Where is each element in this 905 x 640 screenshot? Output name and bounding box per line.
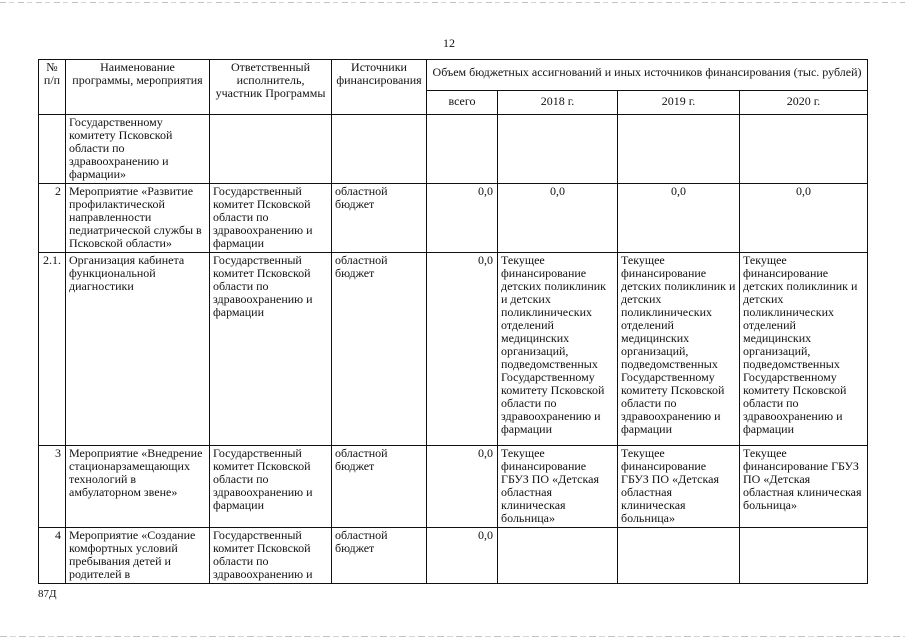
header-num: № п/п	[39, 60, 66, 115]
row-name: Государственному комитету Псковской области по здравоохранению и фармации»	[66, 115, 210, 184]
header-2020: 2020 г.	[740, 91, 868, 115]
row-2018	[498, 528, 618, 584]
header-2019: 2019 г.	[618, 91, 740, 115]
table-row	[39, 184, 868, 253]
row-2019: Текущее финансирование ГБУЗ ПО «Детская областная клиническая больница»	[618, 446, 740, 528]
row-2018: Текущее финансирование детских поликлиник и детских поликлинических отделений медицинских организаций, подведомственных Государственному комитету Псковской области по здравоохранению и фармации	[498, 253, 618, 446]
row-source: областной бюджет	[332, 253, 427, 446]
header-responsible: Ответственный исполнитель, участник Программы	[210, 60, 332, 115]
header-sources: Источники финансирования	[332, 60, 427, 115]
row-responsible: Государственный комитет Псковской области по здравоохранению и	[210, 528, 332, 584]
row-2020: Текущее финансирование ГБУЗ ПО «Детская областная клиническая больница»	[740, 446, 868, 528]
scan-edge-top	[0, 2, 905, 3]
row-2019: Текущее финансирование детских поликлиник и детских поликлинических отделений медицинских организаций, подведомственных Государственному комитету Псковской области по здравоохранению и фармации	[618, 253, 740, 446]
row-2019	[618, 528, 740, 584]
scan-edge-bottom	[0, 636, 905, 637]
row-name: Организация кабинета функциональной диагностики	[66, 253, 210, 446]
table-row	[39, 115, 868, 184]
row-2018	[498, 115, 618, 184]
table-row	[39, 253, 868, 446]
row-name: Мероприятие «Создание комфортных условий пребывания детей и родителей в	[66, 528, 210, 584]
row-source: областной бюджет	[332, 528, 427, 584]
row-num: 4	[39, 528, 66, 584]
row-source	[332, 115, 427, 184]
row-num: 2	[39, 184, 66, 253]
header-volume: Объем бюджетных ассигнований и иных источников финансирования (тыс. рублей)	[427, 60, 868, 91]
row-total: 0,0	[427, 253, 498, 446]
header-2018: 2018 г.	[498, 91, 618, 115]
row-num: 2.1.	[39, 253, 66, 446]
row-responsible: Государственный комитет Псковской области по здравоохранению и фармации	[210, 184, 332, 253]
row-2018: Текущее финансирование ГБУЗ ПО «Детская областная клиническая больница»	[498, 446, 618, 528]
row-total: 0,0	[427, 446, 498, 528]
row-total	[427, 115, 498, 184]
row-num: 3	[39, 446, 66, 528]
row-2019	[618, 115, 740, 184]
row-responsible: Государственный комитет Псковской области по здравоохранению и фармации	[210, 253, 332, 446]
page-number: 12	[443, 36, 455, 50]
row-total: 0,0	[427, 528, 498, 584]
row-source: областной бюджет	[332, 446, 427, 528]
table-row	[39, 528, 868, 584]
row-responsible	[210, 115, 332, 184]
header-name: Наименование программы, мероприятия	[66, 60, 210, 115]
row-2020	[740, 528, 868, 584]
row-2019: 0,0	[618, 184, 740, 253]
row-2020	[740, 115, 868, 184]
row-name: Мероприятие «Развитие профилактической направленности педиатрической службы в Псковской области»	[66, 184, 210, 253]
row-2020: 0,0	[740, 184, 868, 253]
budget-table	[38, 59, 868, 584]
row-2018: 0,0	[498, 184, 618, 253]
row-2020: Текущее финансирование детских поликлиник и детских поликлинических отделений медицинских организаций, подведомственных Государственному комитету Псковской области по здравоохранению и фармации	[740, 253, 868, 446]
header-total: всего	[427, 91, 498, 115]
row-responsible: Государственный комитет Псковской области по здравоохранению и фармации	[210, 446, 332, 528]
row-total: 0,0	[427, 184, 498, 253]
table-row	[39, 446, 868, 528]
row-num	[39, 115, 66, 184]
footer-code: 87Д	[38, 588, 57, 600]
row-name: Мероприятие «Внедрение стационарзамещающих технологий в амбулаторном звене»	[66, 446, 210, 528]
row-source: областной бюджет	[332, 184, 427, 253]
header-row-1	[39, 60, 868, 91]
